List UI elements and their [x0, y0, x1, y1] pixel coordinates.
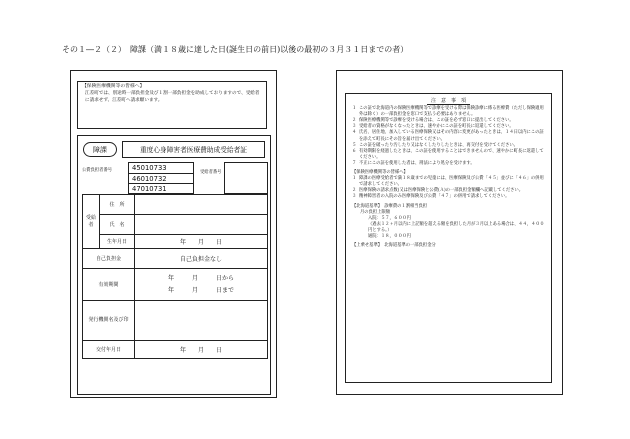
medical-item [352, 194, 545, 200]
certificate-title: 重度心身障害者医療費助成受給者証 [122, 141, 265, 158]
recipient-number-box [224, 162, 268, 194]
note-text: 氏名、居住地、加入している医療保険又はその内容に変更があったときは、１４日以内にこの証を添えて町長にその旨を届け出てください。 [359, 130, 544, 142]
address-value [135, 195, 268, 215]
payer-number-box [128, 162, 194, 194]
issue-date-value: 年 月 日 [135, 341, 268, 359]
medical-text: 医療保険の請求点数(又は医療保険と公費(Ａ)の一部負担金額欄へ記載してください。 [359, 188, 524, 194]
recipient-table [82, 194, 268, 359]
copay-label: 自己負担金 [83, 249, 135, 269]
note-number: ５ [352, 142, 357, 148]
notice-box [77, 81, 267, 129]
note-item [352, 161, 545, 167]
medical-section [352, 170, 545, 200]
note-item [352, 130, 545, 142]
issuer-value [135, 301, 268, 341]
notes-title [352, 98, 545, 105]
note-text: 有効期限を経過したときは、この証を使用することはできませんので、速やかに町長に返還してください。 [359, 148, 544, 160]
category-stamp: 障課 [83, 142, 117, 157]
payer-number-2: 46010732 [129, 174, 193, 185]
hokkaido-sub: 月の負担上限額 [360, 209, 391, 215]
notes-list [352, 106, 545, 167]
hokkaido-head: 診療費の１割相当負担 [384, 203, 428, 209]
validity-label: 有効期間 [83, 269, 135, 301]
payer-number-1: 45010733 [129, 163, 193, 174]
notes-title-text: 注 意 事 項 [427, 98, 470, 105]
town-title: 【上乗せ基準】 [352, 243, 380, 249]
town-text: 北海道基準の一部負担金分 [384, 243, 436, 249]
outpatient-limit: 通院：１８，０００円 [368, 233, 411, 239]
payer-number-3: 47010731 [132, 185, 167, 194]
page-heading: その１―２（２） 障課（満１８歳に達した日(誕生日の前日)以後の最初の３月３１日までの者） [62, 45, 409, 54]
birth-value: 年 月 日 [135, 235, 268, 249]
notice-body: 江差町では、別途時一部負担金及び１割一部負担金を助成しておりますので、受給者に請求せず、江差町へ請求願います。 [85, 90, 260, 103]
medical-number: ３ [352, 194, 357, 200]
note-text: この証で北海道内の保険医療機関等で診療を受ける際は保険診療に係る医療費（ただし保険適用外は除く）の一部負担金を窓口で支払う必要はありません。 [359, 106, 544, 118]
medical-text: 障課の医療受給者で満１８歳までの児童には、医療保険及び公費「４５」並びに「４６」の併用で請求してください。 [359, 176, 544, 188]
medical-text: 精神障害者の入院のみ医療保険及び公費「４７」の併用で請求してください。 [359, 194, 510, 200]
copay-value: 自己負担金なし [135, 249, 268, 269]
certificate-front [70, 70, 277, 398]
medical-item [352, 176, 545, 188]
note-number: ７ [352, 160, 357, 166]
name-label: 氏 名 [100, 215, 135, 235]
validity-from: 年 月 日から [167, 275, 234, 283]
note-text: 受給者の資格がなくなったときは、速やかにこの証を町長に返還してください。 [359, 124, 514, 130]
notice-title: 【保険医療機関等の皆様へ】 [82, 84, 145, 89]
note-number: １ [352, 106, 357, 112]
birth-label: 生年月日 [100, 235, 135, 249]
note-number: ４ [352, 130, 357, 136]
hokkaido-section [352, 204, 545, 241]
payer-number-label: 公費負担者番号 [82, 168, 113, 173]
hokkaido-title: 【北海道基準】 [352, 203, 380, 209]
note-number: ３ [352, 124, 357, 130]
medical-title: 【保険医療機関等の皆様へ】 [352, 170, 408, 176]
medical-number: １ [352, 176, 357, 182]
id-row [82, 162, 268, 195]
name-value [135, 215, 268, 235]
note-item [352, 106, 545, 118]
certificate-body [77, 135, 271, 395]
inpatient-limit: 入院：５７，６００円 [368, 215, 411, 221]
note-number: ２ [352, 118, 357, 124]
note-text: 保険医療機関等で診療を受ける場合は、この証を必ず窓口に提出してください。 [359, 118, 514, 124]
note-item [352, 149, 545, 161]
medical-number: ２ [352, 188, 357, 194]
validity-value [135, 269, 268, 301]
note-number: ６ [352, 148, 357, 154]
issuer-label: 発行機関名及び印 [83, 301, 135, 341]
town-section [352, 243, 545, 249]
validity-to: 年 月 日まで [167, 286, 234, 294]
recipient-number-label: 受給者番号 [200, 170, 222, 175]
notes-box [345, 93, 552, 383]
inpatient-note: （過去１２ヶ月以内に上記額を超える額を負担した月が３月以上ある場合は、４４，４００円とする。） [368, 221, 545, 233]
note-text: 不正にこの証を使用した者は、刑法により処分を受けます。 [359, 160, 475, 166]
certificate-back [336, 70, 563, 395]
recipient-group-label: 受給者 [83, 195, 100, 249]
issue-date-label: 交付年月日 [83, 341, 135, 359]
address-label: 住 所 [100, 195, 135, 215]
note-text: この証を破ったり汚したり又はなくしたりしたときは、再交付を受けてください。 [359, 142, 518, 148]
